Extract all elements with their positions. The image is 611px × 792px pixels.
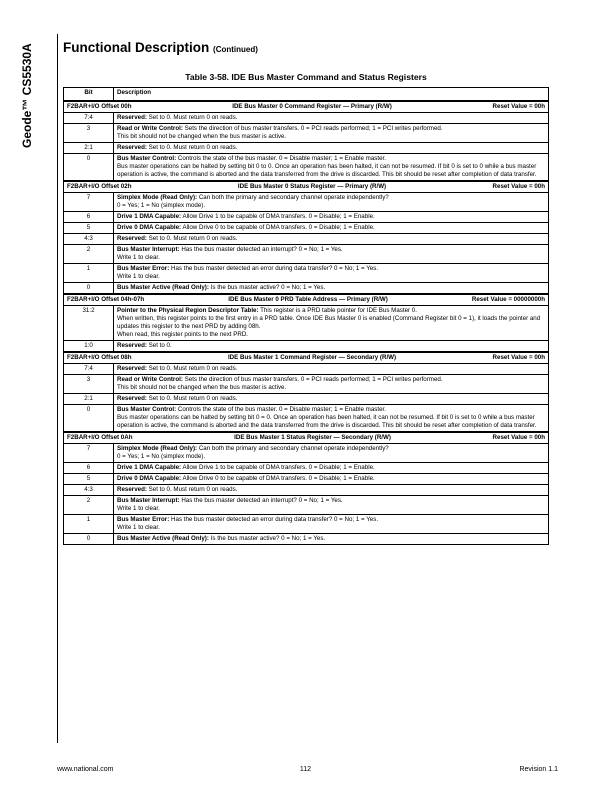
table-title: Table 3-58. IDE Bus Master Command and Status Registers — [185, 72, 427, 82]
description-line — [117, 284, 545, 292]
table-row — [64, 212, 549, 223]
field-text: Is the bus master active? 0 = No; 1 = Yes. — [210, 284, 326, 291]
field-name: Bus Master Active (Read Only): — [117, 535, 209, 542]
register-name: IDE Bus Master 1 Status Register — Secondary (R/W) — [234, 434, 391, 441]
bit-cell: 7:4 — [64, 113, 114, 124]
description-line — [117, 254, 545, 262]
bit-cell: 5 — [64, 474, 114, 485]
field-name: Bus Master Control: — [117, 406, 177, 413]
bit-cell: 6 — [64, 212, 114, 223]
register-name: IDE Bus Master 0 Command Register — Primary (R/W) — [232, 103, 392, 110]
table-row — [64, 193, 549, 212]
description-line — [117, 505, 545, 513]
bit-cell: 1:0 — [64, 341, 114, 353]
table-row — [64, 341, 549, 353]
side-label: Geode™ CS5530A — [20, 43, 34, 148]
field-text: Set to 0. Must return 0 on reads. — [148, 144, 238, 151]
table-row — [64, 306, 549, 341]
section-header-cell — [64, 352, 549, 364]
description-line — [117, 414, 545, 430]
field-name: Reserved: — [117, 235, 147, 242]
section-header-row — [64, 294, 549, 306]
field-text: 0 = Yes; 1 = No (simplex mode). — [117, 453, 206, 460]
field-text: Has the bus master detected an error during data transfer? 0 = No; 1 = Yes. — [171, 265, 379, 272]
description-cell — [114, 405, 549, 433]
description-cell — [114, 534, 549, 545]
bit-cell: 1 — [64, 264, 114, 283]
field-text: This bit should not be changed when the bus master is active. — [117, 384, 287, 391]
field-name: Reserved: — [117, 144, 147, 151]
section-header — [67, 354, 545, 362]
register-offset: F2BAR+I/O Offset 02h — [67, 183, 132, 190]
bit-cell: 31:2 — [64, 306, 114, 341]
description-line — [117, 315, 545, 331]
field-text: Controls the state of the bus master. 0 = Disable master; 1 = Enable master. — [177, 406, 386, 413]
description-cell — [114, 394, 549, 405]
field-name: Bus Master Active (Read Only): — [117, 284, 209, 291]
table-row — [64, 405, 549, 433]
bit-cell: 3 — [64, 124, 114, 143]
footer-revision: Revision 1.1 — [519, 766, 558, 773]
section-header-cell — [64, 294, 549, 306]
table-row — [64, 245, 549, 264]
description-line — [117, 464, 545, 472]
table-row — [64, 234, 549, 245]
description-line — [117, 445, 545, 453]
reset-value: Reset Value = 00h — [492, 354, 545, 361]
table-row — [64, 143, 549, 154]
description-cell — [114, 485, 549, 496]
field-text: 0 = Yes; 1 = No (simplex mode). — [117, 202, 206, 209]
field-name: Bus Master Control: — [117, 155, 177, 162]
description-line — [117, 224, 545, 232]
field-name: Bus Master Error: — [117, 265, 170, 272]
field-name: Reserved: — [117, 365, 147, 372]
field-text: Set to 0. Must return 0 on reads. — [148, 365, 238, 372]
section-header-cell — [64, 101, 549, 113]
field-text: Controls the state of the bus master. 0 = Disable master; 1 = Enable master. — [177, 155, 386, 162]
field-text: Has the bus master detected an interrupt? 0 = No; 1 = Yes. — [181, 497, 343, 504]
description-cell — [114, 154, 549, 182]
table-row — [64, 375, 549, 394]
reset-value: Reset Value = 00000000h — [471, 296, 545, 303]
bit-cell: 2 — [64, 245, 114, 264]
description-cell — [114, 444, 549, 463]
field-name: Reserved: — [117, 395, 147, 402]
section-header-cell — [64, 181, 549, 193]
bit-cell: 0 — [64, 283, 114, 295]
table-row — [64, 485, 549, 496]
description-line — [117, 342, 545, 350]
field-name: Drive 1 DMA Capable: — [117, 213, 182, 220]
table-row — [64, 364, 549, 375]
field-name: Drive 0 DMA Capable: — [117, 224, 182, 231]
description-line — [117, 235, 545, 243]
field-text: Allow Drive 1 to be capable of DMA transfers. 0 = Disable; 1 = Enable. — [182, 464, 375, 471]
field-text: Bus master operations can be halted by setting bit 0 = 0. Once an operation has been halted, it can not be resumed. If bit 0 is set to 0 while a bus master operation is active, the command is aborted and the data transferred from the drive is discarded. This bit should be reset after completion of data transfer. — [117, 414, 537, 429]
field-text: Allow Drive 0 to be capable of DMA transfers. 0 = Disable; 1 = Enable. — [182, 475, 375, 482]
bit-cell: 0 — [64, 405, 114, 433]
field-name: Simplex Mode (Read Only): — [117, 445, 198, 452]
field-text: Write 1 to clear. — [117, 524, 160, 531]
reset-value: Reset Value = 00h — [492, 434, 545, 441]
table-row — [64, 444, 549, 463]
vertical-rule — [57, 34, 58, 743]
bit-cell: 2:1 — [64, 394, 114, 405]
table-row — [64, 394, 549, 405]
field-name: Reserved: — [117, 114, 147, 121]
bit-cell: 0 — [64, 154, 114, 182]
description-line — [117, 524, 545, 532]
field-name: Pointer to the Physical Region Descriptor Table: — [117, 307, 259, 314]
description-line — [117, 331, 545, 339]
table-row — [64, 534, 549, 545]
description-line — [117, 265, 545, 273]
description-cell — [114, 375, 549, 394]
table-row — [64, 474, 549, 485]
description-line — [117, 307, 545, 315]
description-cell — [114, 223, 549, 234]
bit-cell: 5 — [64, 223, 114, 234]
table-row — [64, 223, 549, 234]
description-line — [117, 475, 545, 483]
description-cell — [114, 212, 549, 223]
description-cell — [114, 283, 549, 295]
bit-cell: 7 — [64, 193, 114, 212]
description-line — [117, 202, 545, 210]
field-name: Reserved: — [117, 486, 147, 493]
field-name: Read or Write Control: — [117, 125, 183, 132]
field-name: Drive 1 DMA Capable: — [117, 464, 182, 471]
page-title-sub: (Continued) — [213, 45, 258, 54]
table-header-row — [64, 88, 549, 102]
bit-cell: 0 — [64, 534, 114, 545]
field-text: This bit should not be changed when the bus master is active. — [117, 133, 287, 140]
description-line — [117, 194, 545, 202]
description-cell — [114, 463, 549, 474]
description-cell — [114, 143, 549, 154]
section-header — [67, 183, 545, 191]
bit-cell: 4:3 — [64, 234, 114, 245]
field-name: Simplex Mode (Read Only): — [117, 194, 198, 201]
field-text: Write 1 to clear. — [117, 505, 160, 512]
table-row — [64, 515, 549, 534]
description-cell — [114, 234, 549, 245]
reset-value: Reset Value = 00h — [492, 103, 545, 110]
section-header — [67, 296, 545, 304]
field-text: Is the bus master active? 0 = No; 1 = Yes. — [210, 535, 326, 542]
table-row — [64, 124, 549, 143]
description-line — [117, 246, 545, 254]
field-text: Write 1 to clear. — [117, 273, 160, 280]
register-offset: F2BAR+I/O Offset 04h-07h — [67, 296, 145, 303]
field-name: Bus Master Interrupt: — [117, 246, 180, 253]
field-text: Sets the direction of bus master transfers. 0 = PCI reads performed; 1 = PCI writes performed. — [184, 376, 443, 383]
reset-value: Reset Value = 00h — [492, 183, 545, 190]
field-text: Set to 0. Must return 0 on reads. — [148, 395, 238, 402]
register-offset: F2BAR+I/O Offset 0Ah — [67, 434, 133, 441]
field-text: Sets the direction of bus master transfers. 0 = PCI reads performed; 1 = PCI writes performed. — [184, 125, 443, 132]
description-line — [117, 384, 545, 392]
table-body — [64, 101, 549, 545]
bit-cell: 2:1 — [64, 143, 114, 154]
table-row — [64, 283, 549, 295]
bit-cell: 6 — [64, 463, 114, 474]
description-cell — [114, 264, 549, 283]
field-text: Set to 0. Must return 0 on reads. — [148, 486, 238, 493]
description-line — [117, 144, 545, 152]
description-cell — [114, 245, 549, 264]
field-text: Set to 0. Must return 0 on reads. — [148, 114, 238, 121]
description-line — [117, 155, 545, 163]
bit-cell: 7 — [64, 444, 114, 463]
bit-cell: 1 — [64, 515, 114, 534]
section-header-row — [64, 101, 549, 113]
description-line — [117, 535, 545, 543]
section-header-row — [64, 432, 549, 444]
description-cell — [114, 124, 549, 143]
field-text: Set to 0. Must return 0 on reads. — [148, 235, 238, 242]
bit-column-header: Bit — [64, 88, 114, 102]
field-name: Drive 0 DMA Capable: — [117, 475, 182, 482]
description-cell — [114, 113, 549, 124]
table-row — [64, 496, 549, 515]
field-text: Set to 0. — [148, 342, 172, 349]
description-cell — [114, 193, 549, 212]
description-cell — [114, 341, 549, 353]
description-line — [117, 125, 545, 133]
section-header-cell — [64, 432, 549, 444]
table-row — [64, 264, 549, 283]
bit-cell: 3 — [64, 375, 114, 394]
register-table — [63, 87, 549, 545]
footer-website: www.national.com — [57, 766, 114, 773]
section-header-row — [64, 352, 549, 364]
description-line — [117, 376, 545, 384]
field-text: This register is a PRD table pointer for IDE Bus Master 0. — [260, 307, 417, 314]
section-header — [67, 434, 545, 442]
field-text: Allow Drive 1 to be capable of DMA transfers. 0 = Disable; 1 = Enable. — [182, 213, 375, 220]
description-cell — [114, 306, 549, 341]
footer-page-number: 112 — [299, 766, 312, 773]
bit-cell: 7:4 — [64, 364, 114, 375]
field-name: Reserved: — [117, 342, 147, 349]
description-line — [117, 133, 545, 141]
field-text: Can both the primary and secondary channel operate independently? — [198, 445, 389, 452]
register-name: IDE Bus Master 0 PRD Table Address — Primary (R/W) — [228, 296, 388, 303]
field-name: Read or Write Control: — [117, 376, 183, 383]
bit-cell: 4:3 — [64, 485, 114, 496]
field-text: When read, this register points to the next PRD. — [117, 331, 249, 338]
field-text: Bus master operations can be halted by setting bit 0 to 0. Once an operation has been halted, it can not be resumed. If bit 0 is set to 0 while a bus master operation is active, the command is aborted and the data transferred from the drive is discarded. This bit should be reset after completion of data transfer. — [117, 163, 537, 178]
table-row — [64, 113, 549, 124]
table-row — [64, 154, 549, 182]
description-line — [117, 406, 545, 414]
description-cell — [114, 515, 549, 534]
register-offset: F2BAR+I/O Offset 00h — [67, 103, 132, 110]
description-cell — [114, 364, 549, 375]
description-line — [117, 486, 545, 494]
description-line — [117, 497, 545, 505]
field-text: When written, this register points to the first entry in a PRD table. Once IDE Bus Master 0 is enabled (Command Register bit 0 = 1), it loads the pointer and updates this register to the next PRD by adding 08h. — [117, 315, 541, 330]
bit-cell: 2 — [64, 496, 114, 515]
description-line — [117, 453, 545, 461]
page-title-main: Functional Description — [63, 40, 210, 55]
description-line — [117, 114, 545, 122]
description-line — [117, 273, 545, 281]
field-text: Can both the primary and secondary channel operate independently? — [198, 194, 389, 201]
register-name: IDE Bus Master 1 Command Register — Secondary (R/W) — [227, 354, 397, 361]
table-row — [64, 463, 549, 474]
description-line — [117, 395, 545, 403]
description-line — [117, 213, 545, 221]
field-text: Write 1 to clear. — [117, 254, 160, 261]
field-text: Has the bus master detected an error during data transfer? 0 = No; 1 = Yes. — [171, 516, 379, 523]
description-line — [117, 516, 545, 524]
field-name: Bus Master Interrupt: — [117, 497, 180, 504]
field-text: Allow Drive 0 to be capable of DMA transfers. 0 = Disable; 1 = Enable. — [182, 224, 375, 231]
description-line — [117, 365, 545, 373]
description-line — [117, 163, 545, 179]
register-name: IDE Bus Master 0 Status Register — Primary (R/W) — [237, 183, 387, 190]
page-title — [63, 40, 258, 55]
description-cell — [114, 474, 549, 485]
field-name: Bus Master Error: — [117, 516, 170, 523]
description-column-header: Description — [114, 88, 549, 102]
field-text: Has the bus master detected an interrupt? 0 = No; 1 = Yes. — [181, 246, 343, 253]
description-cell — [114, 496, 549, 515]
register-offset: F2BAR+I/O Offset 08h — [67, 354, 132, 361]
section-header — [67, 103, 545, 111]
section-header-row — [64, 181, 549, 193]
